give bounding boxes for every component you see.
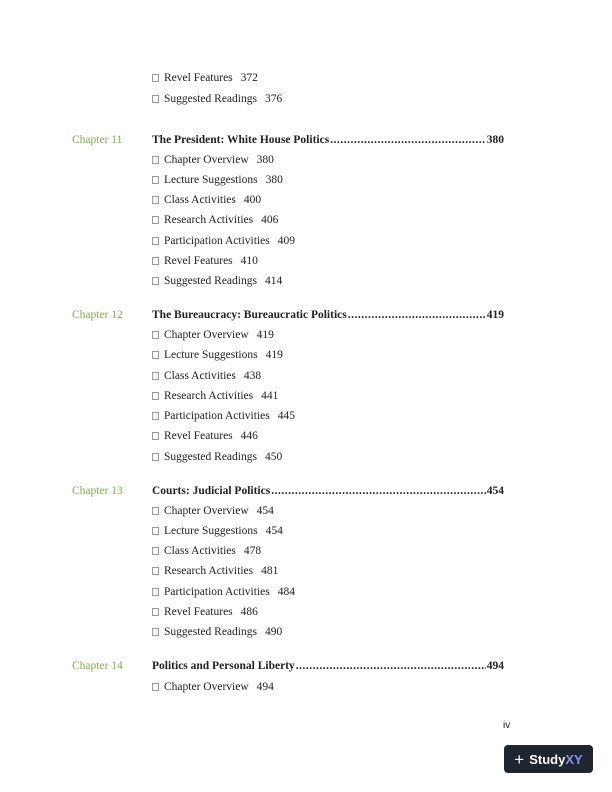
checkbox-icon <box>152 432 159 440</box>
entry-label: Suggested Readings <box>164 626 257 638</box>
checkbox-icon <box>152 257 159 265</box>
checkbox-icon <box>152 567 159 575</box>
entry-page: 380 <box>256 154 274 166</box>
toc-entry <box>152 450 282 464</box>
entry-page: 454 <box>265 525 283 537</box>
entry-label: Class Activities <box>164 545 236 557</box>
entry-page: 376 <box>264 93 283 105</box>
checkbox-icon <box>152 412 159 420</box>
entry-label: Revel Features <box>164 430 233 442</box>
entry-label: Chapter Overview <box>164 505 249 517</box>
toc-entry <box>152 173 283 187</box>
toc-entry <box>152 409 295 423</box>
dot-leader <box>348 308 486 322</box>
toc-entry <box>152 389 278 403</box>
checkbox-icon <box>152 547 159 555</box>
toc-entry <box>152 153 274 167</box>
checkbox-icon <box>152 372 159 380</box>
entry-page: 454 <box>256 505 274 517</box>
entry-page: 481 <box>261 565 279 577</box>
checkbox-icon <box>152 95 159 103</box>
entry-page: 445 <box>277 410 295 422</box>
chapter-page: 494 <box>486 660 504 672</box>
entry-label: Participation Activities <box>164 586 270 598</box>
checkbox-icon <box>152 237 159 245</box>
entry-label: Suggested Readings <box>164 93 257 105</box>
checkbox-icon <box>152 277 159 285</box>
entry-page: 400 <box>243 194 262 206</box>
entry-label: Lecture Suggestions <box>164 349 258 361</box>
entry-page: 486 <box>240 606 258 618</box>
entry-page: 478 <box>243 545 262 557</box>
entry-label: Revel Features <box>164 72 233 84</box>
entry-label: Participation Activities <box>164 410 270 422</box>
checkbox-icon <box>152 176 159 184</box>
toc-entry <box>152 429 258 443</box>
chapter-title: The President: White House Politics <box>152 134 330 146</box>
entry-label: Chapter Overview <box>164 154 249 166</box>
toc-entry <box>152 274 282 288</box>
entry-page: 438 <box>243 370 262 382</box>
chapter-title: Politics and Personal Liberty <box>152 660 295 672</box>
entry-page: 450 <box>264 451 283 463</box>
chapter-title: Courts: Judicial Politics <box>152 485 271 497</box>
plus-icon: + <box>514 749 525 769</box>
checkbox-icon <box>152 588 159 596</box>
chapter-title: The Bureaucracy: Bureaucratic Politics <box>152 309 347 321</box>
entry-label: Research Activities <box>164 565 254 577</box>
entry-page: 419 <box>265 349 283 361</box>
entry-label: Suggested Readings <box>164 451 257 463</box>
entry-label: Chapter Overview <box>164 681 249 693</box>
checkbox-icon <box>152 507 159 515</box>
entry-label: Research Activities <box>164 390 254 402</box>
chapter-label: Chapter 13 <box>72 485 123 497</box>
entry-label: Class Activities <box>164 194 236 206</box>
entry-page: 409 <box>277 235 295 247</box>
chapter-label: Chapter 11 <box>72 134 123 146</box>
entry-page: 494 <box>256 681 274 693</box>
checkbox-icon <box>152 74 159 82</box>
toc-entry <box>152 605 258 619</box>
checkbox-icon <box>152 196 159 204</box>
toc-entry <box>152 524 283 538</box>
entry-label: Research Activities <box>164 214 254 226</box>
checkbox-icon <box>152 216 159 224</box>
entry-page: 372 <box>240 72 258 84</box>
page-number: iv <box>503 720 511 731</box>
toc-entry <box>152 71 258 85</box>
entry-page: 490 <box>264 626 283 638</box>
chapter-title-row <box>152 133 504 147</box>
checkbox-icon <box>152 331 159 339</box>
checkbox-icon <box>152 683 159 691</box>
entry-label: Chapter Overview <box>164 329 249 341</box>
toc-entry <box>152 625 282 639</box>
chapter-page: 454 <box>486 485 504 497</box>
badge-brand-accent: XY <box>565 751 583 767</box>
toc-entry <box>152 680 274 694</box>
toc-entry <box>152 213 278 227</box>
checkbox-icon <box>152 453 159 461</box>
toc-entry <box>152 348 283 362</box>
checkbox-icon <box>152 527 159 535</box>
entry-page: 410 <box>240 255 258 267</box>
dot-leader <box>296 659 486 673</box>
dot-leader <box>271 484 486 498</box>
entry-page: 484 <box>277 586 295 598</box>
dot-leader <box>330 133 486 147</box>
toc-entry <box>152 254 258 268</box>
chapter-label: Chapter 12 <box>72 309 123 321</box>
entry-label: Participation Activities <box>164 235 270 247</box>
chapter-title-row <box>152 308 504 322</box>
entry-label: Class Activities <box>164 370 236 382</box>
chapter-title-row <box>152 484 504 498</box>
toc-entry <box>152 193 261 207</box>
toc-entry <box>152 328 274 342</box>
entry-label: Suggested Readings <box>164 275 257 287</box>
checkbox-icon <box>152 392 159 400</box>
entry-label: Lecture Suggestions <box>164 174 258 186</box>
entry-page: 380 <box>265 174 283 186</box>
chapter-title-row <box>152 659 504 673</box>
entry-page: 446 <box>240 430 258 442</box>
entry-page: 419 <box>256 329 274 341</box>
chapter-page: 380 <box>486 134 504 146</box>
toc-entry <box>152 544 261 558</box>
entry-label: Lecture Suggestions <box>164 525 258 537</box>
toc-entry <box>152 369 261 383</box>
entry-label: Revel Features <box>164 606 233 618</box>
toc-entry <box>152 504 274 518</box>
toc-entry <box>152 585 295 599</box>
checkbox-icon <box>152 608 159 616</box>
entry-page: 441 <box>261 390 279 402</box>
entry-label: Revel Features <box>164 255 233 267</box>
chapter-page: 419 <box>486 309 504 321</box>
toc-entry <box>152 234 295 248</box>
entry-page: 406 <box>261 214 279 226</box>
checkbox-icon <box>152 156 159 164</box>
toc-entry <box>152 564 278 578</box>
badge-brand: Study <box>529 751 566 767</box>
studyxy-badge[interactable] <box>504 745 593 773</box>
chapter-label: Chapter 14 <box>72 660 123 672</box>
checkbox-icon <box>152 351 159 359</box>
entry-page: 414 <box>264 275 283 287</box>
toc-entry <box>152 92 282 106</box>
checkbox-icon <box>152 628 159 636</box>
